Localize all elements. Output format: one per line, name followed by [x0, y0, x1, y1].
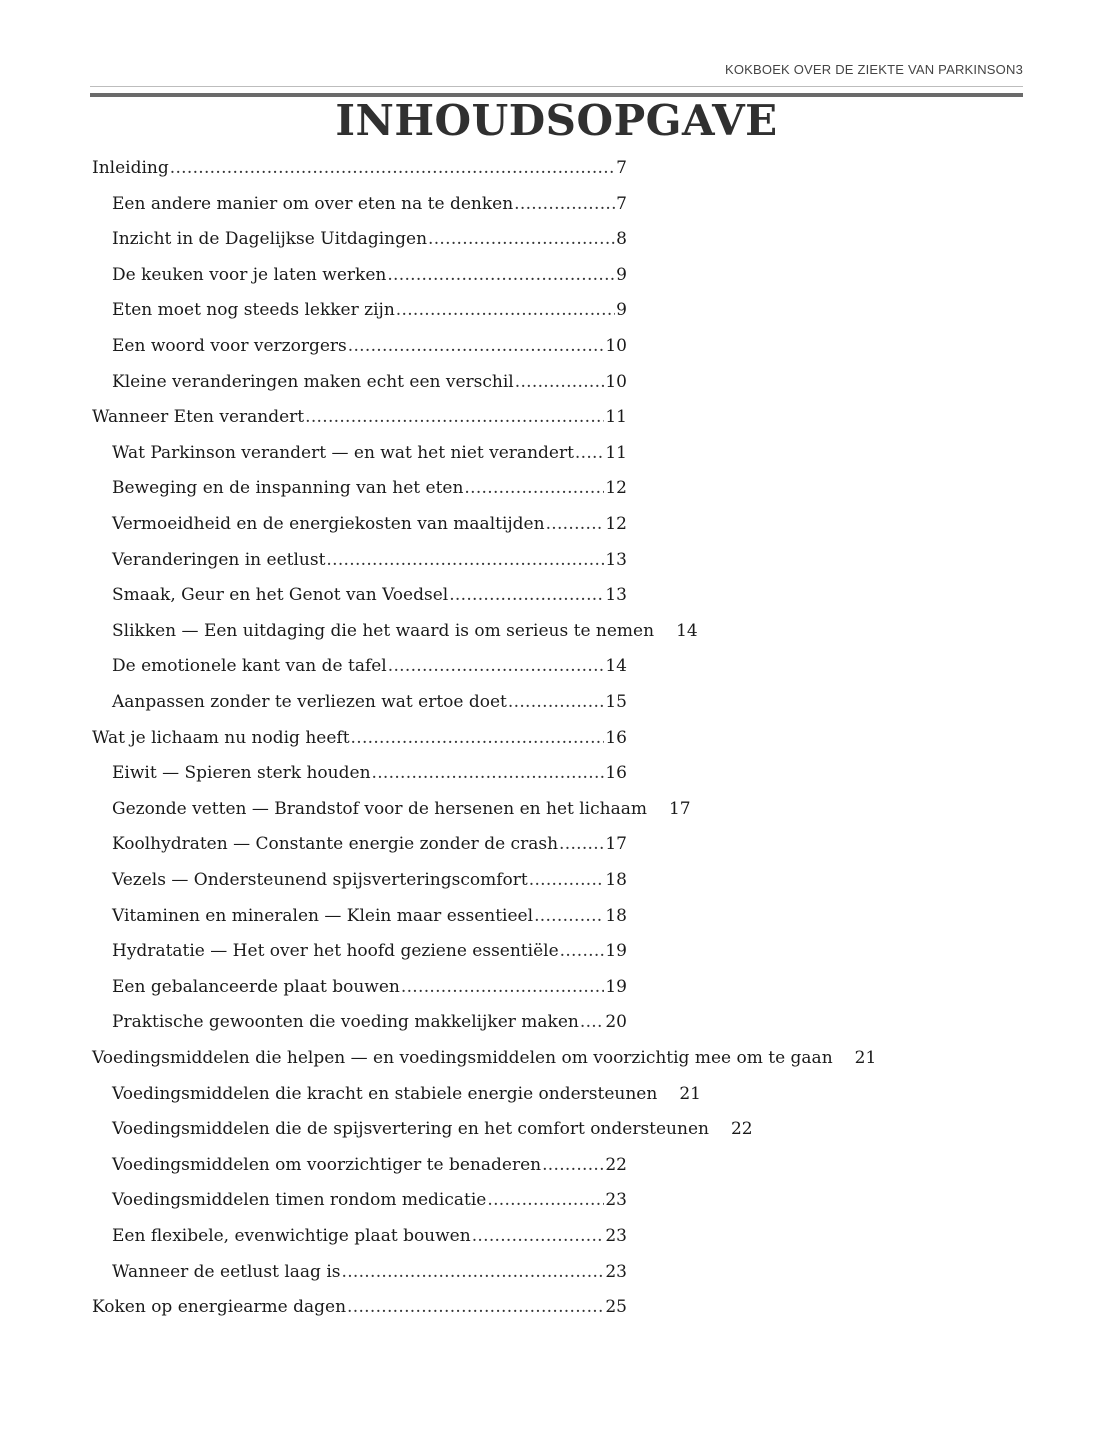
toc-entry-page-number: 12: [605, 478, 627, 499]
dot-leader: [559, 826, 604, 862]
dot-leader: [529, 862, 605, 898]
page-title: INHOUDSOPGAVE: [335, 96, 778, 145]
toc-entry-title: Wanneer Eten verandert: [92, 407, 305, 428]
dot-leader: [560, 933, 605, 969]
toc-entry-page-number: 18: [605, 870, 627, 890]
toc-entry[interactable]: [92, 1040, 876, 1076]
toc-entry[interactable]: [92, 399, 627, 435]
toc-entry-title: Kleine veranderingen maken echt een verschil: [112, 371, 514, 392]
toc-entry-page-number: 23: [605, 1226, 627, 1246]
dot-leader: [449, 577, 604, 613]
toc-entry[interactable]: [112, 257, 627, 293]
toc-entry-title: Praktische gewoonten die voeding makkelijker maken: [112, 1012, 579, 1033]
toc-entry[interactable]: [112, 862, 627, 898]
toc-entry[interactable]: [112, 1111, 753, 1147]
toc-entry[interactable]: [92, 150, 627, 186]
toc-entry-title: Aanpassen zonder te verliezen wat ertoe doet: [112, 692, 507, 712]
toc-entry[interactable]: [112, 292, 627, 328]
dot-leader: [372, 755, 605, 791]
toc-entry-page-number: 22: [730, 1119, 753, 1140]
toc-entry-page-number: 20: [605, 1012, 627, 1033]
toc-entry[interactable]: [112, 898, 627, 934]
toc-entry-page-number: 7: [616, 193, 627, 214]
toc-entry-page-number: 22: [605, 1154, 627, 1175]
toc-entry-page-number: 19: [605, 941, 627, 962]
dot-leader: [575, 435, 604, 471]
toc-entry-title: Beweging en de inspanning van het eten: [112, 478, 464, 499]
dot-leader: [546, 506, 605, 542]
toc-entry-title: Voedingsmiddelen die kracht en stabiele energie ondersteunen: [112, 1083, 658, 1104]
toc-entry[interactable]: [112, 1004, 627, 1040]
toc-entry-title: Hydratatie — Het over het hoofd geziene essentiële: [112, 941, 559, 962]
toc-entry-title: Wanneer de eetlust laag is: [112, 1261, 341, 1282]
toc-entry-page-number: 17: [605, 834, 627, 855]
toc-entry[interactable]: [112, 221, 627, 257]
toc-entry-title: Vezels — Ondersteunend spijsverteringscomfort: [112, 870, 528, 890]
toc-entry[interactable]: [112, 435, 627, 471]
toc-entry[interactable]: [112, 506, 627, 542]
toc-entry-page-number: 13: [605, 585, 627, 606]
toc-entry[interactable]: [112, 577, 627, 613]
dot-leader: [305, 399, 604, 435]
toc-entry-title: Een woord voor verzorgers: [112, 336, 347, 356]
toc-entry[interactable]: [112, 470, 627, 506]
dot-leader: [487, 1182, 604, 1218]
toc-entry[interactable]: [112, 969, 627, 1005]
dot-leader: [348, 328, 605, 364]
toc-entry-title: Voedingsmiddelen die helpen — en voedingsmiddelen om voorzichtig mee om te gaan: [92, 1048, 833, 1068]
dot-leader: [326, 542, 604, 578]
dot-leader: [534, 898, 604, 934]
toc-entry-page-number: 8: [616, 229, 627, 250]
toc-entry[interactable]: [112, 613, 698, 649]
toc-entry[interactable]: [112, 648, 627, 684]
toc-entry-page-number: 23: [605, 1261, 627, 1282]
toc-entry-title: De emotionele kant van de tafel: [112, 656, 387, 677]
dot-leader: [472, 1218, 605, 1254]
toc-entry-page-number: 18: [605, 905, 627, 926]
toc-entry-page-number: 9: [616, 264, 627, 285]
dot-leader: [542, 1147, 604, 1183]
dot-leader: [464, 470, 604, 506]
dot-leader: [515, 364, 605, 400]
toc-entry[interactable]: [112, 933, 627, 969]
toc-entry-title: Voedingsmiddelen timen rondom medicatie: [112, 1190, 487, 1211]
dot-leader: [508, 684, 604, 720]
toc-entry-page-number: 16: [605, 727, 627, 748]
dot-leader: [351, 720, 605, 756]
toc-entry-title: Voedingsmiddelen die de spijsvertering en het comfort ondersteunen: [112, 1119, 709, 1140]
running-header: KOKBOEK OVER DE ZIEKTE VAN PARKINSON3: [724, 62, 1023, 77]
dot-leader: [341, 1254, 604, 1290]
toc-entry-page-number: 16: [605, 763, 627, 784]
dot-leader: [387, 257, 615, 293]
dot-leader: [396, 292, 615, 328]
toc-entry-page-number: 12: [605, 514, 627, 534]
toc-entry-title: Veranderingen in eetlust: [112, 549, 326, 570]
toc-entry-page-number: 10: [605, 371, 627, 392]
toc-entry-page-number: 11: [605, 442, 627, 463]
dot-leader: [514, 186, 615, 222]
toc-entry-title: Eten moet nog steeds lekker zijn: [112, 300, 395, 321]
dot-leader: [401, 969, 604, 1005]
toc-entry[interactable]: [112, 364, 627, 400]
toc-entry[interactable]: [112, 328, 627, 364]
toc-entry-page-number: 11: [605, 407, 627, 428]
dot-leader: [388, 648, 605, 684]
toc-entry-page-number: 7: [616, 158, 627, 178]
toc-entry-title: Wat je lichaam nu nodig heeft: [92, 727, 350, 748]
toc-entry[interactable]: [92, 720, 627, 756]
toc-entry[interactable]: [112, 1218, 627, 1254]
toc-entry[interactable]: [112, 1182, 627, 1218]
toc-entry-page-number: 15: [605, 692, 627, 712]
toc-entry-page-number: 9: [616, 300, 627, 321]
toc-entry-title: Smaak, Geur en het Genot van Voedsel: [112, 585, 449, 606]
toc-entry[interactable]: [112, 186, 627, 222]
dot-leader: [580, 1004, 605, 1040]
toc-entry-title: Slikken — Een uitdaging die het waard is om serieus te nemen: [112, 620, 655, 641]
toc-entry[interactable]: [112, 542, 627, 578]
toc-entry-title: Inzicht in de Dagelijkse Uitdagingen: [112, 229, 428, 250]
toc-entry[interactable]: [112, 1076, 701, 1112]
toc-entry[interactable]: [112, 1147, 627, 1183]
toc-entry[interactable]: [112, 1254, 627, 1290]
toc-entry-title: Voedingsmiddelen om voorzichtiger te benaderen: [112, 1154, 542, 1175]
header-rule-thin: [90, 86, 1023, 87]
toc-entry-page-number: 10: [605, 336, 627, 356]
toc-entry-title: Inleiding: [92, 158, 169, 178]
toc-entry-title: Een andere manier om over eten na te denken: [112, 193, 514, 214]
dot-leader: [347, 1289, 604, 1325]
toc-entry-title: Eiwit — Spieren sterk houden: [112, 763, 371, 784]
toc-entry-page-number: 21: [679, 1083, 701, 1104]
toc-entry-page-number: 19: [605, 976, 627, 997]
toc-entry[interactable]: [92, 1289, 627, 1325]
toc-entry-title: Vitaminen en mineralen — Klein maar essentieel: [112, 905, 534, 926]
toc-entry[interactable]: [112, 826, 627, 862]
toc-entry-title: De keuken voor je laten werken: [112, 264, 387, 285]
toc-entry-page-number: 17: [668, 798, 691, 819]
toc-entry-page-number: 21: [854, 1048, 877, 1068]
toc-entry-title: Vermoeidheid en de energiekosten van maaltijden: [112, 514, 545, 534]
toc-entry-page-number: 14: [605, 656, 627, 677]
toc-entry-title: Wat Parkinson verandert — en wat het niet verandert: [112, 442, 574, 463]
toc-entry-title: Een gebalanceerde plaat bouwen: [112, 976, 400, 997]
toc-entry-title: Koolhydraten — Constante energie zonder de crash: [112, 834, 559, 855]
dot-leader: [428, 221, 615, 257]
toc-entry-page-number: 25: [605, 1297, 627, 1318]
toc-entry[interactable]: [112, 684, 627, 720]
toc-entry-page-number: 14: [676, 620, 698, 641]
toc-entry-page-number: 23: [605, 1190, 627, 1211]
toc-entry-page-number: 13: [605, 549, 627, 570]
toc-entry[interactable]: [112, 755, 627, 791]
toc-entry[interactable]: [112, 791, 691, 827]
toc-entry-title: Een flexibele, evenwichtige plaat bouwen: [112, 1226, 471, 1246]
dot-leader: [170, 150, 615, 186]
toc-entry-title: Gezonde vetten — Brandstof voor de hersenen en het lichaam: [112, 798, 647, 819]
toc-entry-title: Koken op energiearme dagen: [92, 1297, 347, 1318]
